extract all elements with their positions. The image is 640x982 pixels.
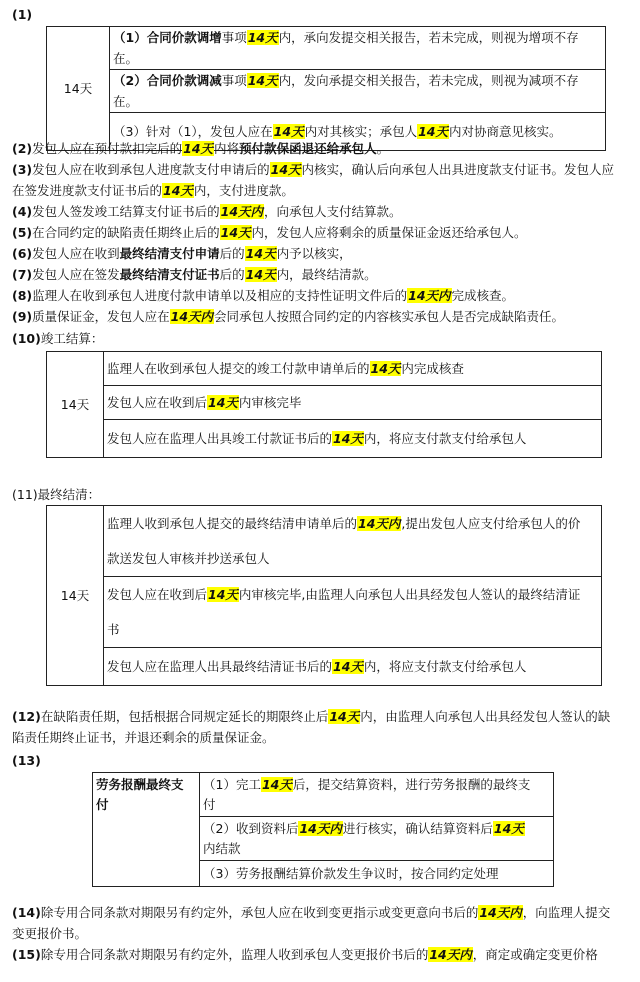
item-13-number: (13): [12, 753, 41, 768]
item-3: (3)发包人应在收到承包人进度款支付申请后的14天内核实，确认后向承包人出具进度款支付证书。发包人应 在签发进度款支付证书后的14天内，支付进度款。: [12, 162, 615, 198]
item-5: (5)在合同约定的缺陷责任期终止后的14天内，发包人应将剩余的质量保证金返还给承包人。: [12, 225, 527, 240]
item-10-days: 14天: [47, 352, 104, 458]
item-1-days: 14天: [47, 27, 110, 151]
item-10-row-2: 发包人应在收到后14天内审核完毕: [104, 386, 602, 420]
item-11-row-1: 监理人收到承包人提交的最终结清申请单后的14天内,提出发包人应支付给承包人的价 款送发包人审核并抄送承包人: [104, 506, 602, 577]
item-11-row-2: 发包人应在收到后14天内审核完毕,由监理人向承包人出具经发包人签认的最终结清证 书: [104, 577, 602, 648]
item-1-table: [46, 26, 606, 151]
item-9: (9)质量保证金，发包人应在14天内会同承包人按照合同约定的内容核实承包人是否完成缺陷责任。: [12, 309, 565, 324]
item-13-table: [92, 772, 554, 887]
item-12: (12)在缺陷责任期，包括根据合同规定延长的期限终止后14天内，由监理人向承包人出具经发包人签认的缺 陷责任期终止证书，并退还剩余的质量保证金。: [12, 709, 611, 745]
item-14: (14)除专用合同条款对期限另有约定外，承包人应在收到变更指示或变更意向书后的14天内，向监理人提交 变更报价书。: [12, 905, 611, 941]
item-13-row-3: （3）劳务报酬结算价款发生争议时，按合同约定处理: [200, 861, 554, 887]
item-10-table: [46, 351, 602, 458]
item-8: (8)监理人在收到承包人进度付款申请单以及相应的支持性证明文件后的14天内完成核查。: [12, 288, 515, 303]
item-13-head: 劳务报酬最终支 付: [93, 773, 200, 887]
item-10-row-1: 监理人在收到承包人提交的竣工付款申请单后的14天内完成核查: [104, 352, 602, 386]
item-1-row-2: （2）合同价款调减事项14天内，发向承提交相关报告，若未完成，则视为减项不存在。: [110, 70, 606, 113]
item-4: (4)发包人签发竣工结算支付证书后的14天内，向承包人支付结算款。: [12, 204, 402, 219]
item-15: (15)除专用合同条款对期限另有约定外，监理人收到承包人变更报价书后的14天内，商定或确定变更价格: [12, 947, 598, 962]
item-13-row-1: （1）完工14天后，提交结算资料，进行劳务报酬的最终支 付: [200, 773, 554, 817]
item-2: (2)发包人应在预付款扣完后的14天内将预付款保函退还给承包人。: [12, 141, 390, 156]
item-7: (7)发包人应在签发最终结清支付证书后的14天内，最终结清款。: [12, 267, 377, 282]
item-11-row-3: 发包人应在监理人出具最终结清证书后的14天内，将应支付款支付给承包人: [104, 648, 602, 686]
item-10-row-3: 发包人应在监理人出具竣工付款证书后的14天内，将应支付款支付给承包人: [104, 420, 602, 458]
item-13-row-2: （2）收到资料后14天内进行核实，确认结算资料后14天 内结款: [200, 817, 554, 861]
item-1-row-3: （3）针对（1），发包人应在14天内对其核实；承包人14天内对协商意见核实。: [110, 113, 606, 151]
item-11-days: 14天: [47, 506, 104, 686]
item-11-table: [46, 505, 602, 686]
item-6: (6)发包人应在收到最终结清支付申请后的14天内予以核实，: [12, 246, 352, 261]
item-11-title: (11)最终结清：: [12, 487, 101, 502]
item-1-number: (1): [12, 7, 33, 22]
item-10-title: (10)竣工结算：: [12, 331, 104, 346]
item-1-row-1: （1）合同价款调增事项14天内，承向发提交相关报告，若未完成，则视为增项不存在。: [110, 27, 606, 70]
